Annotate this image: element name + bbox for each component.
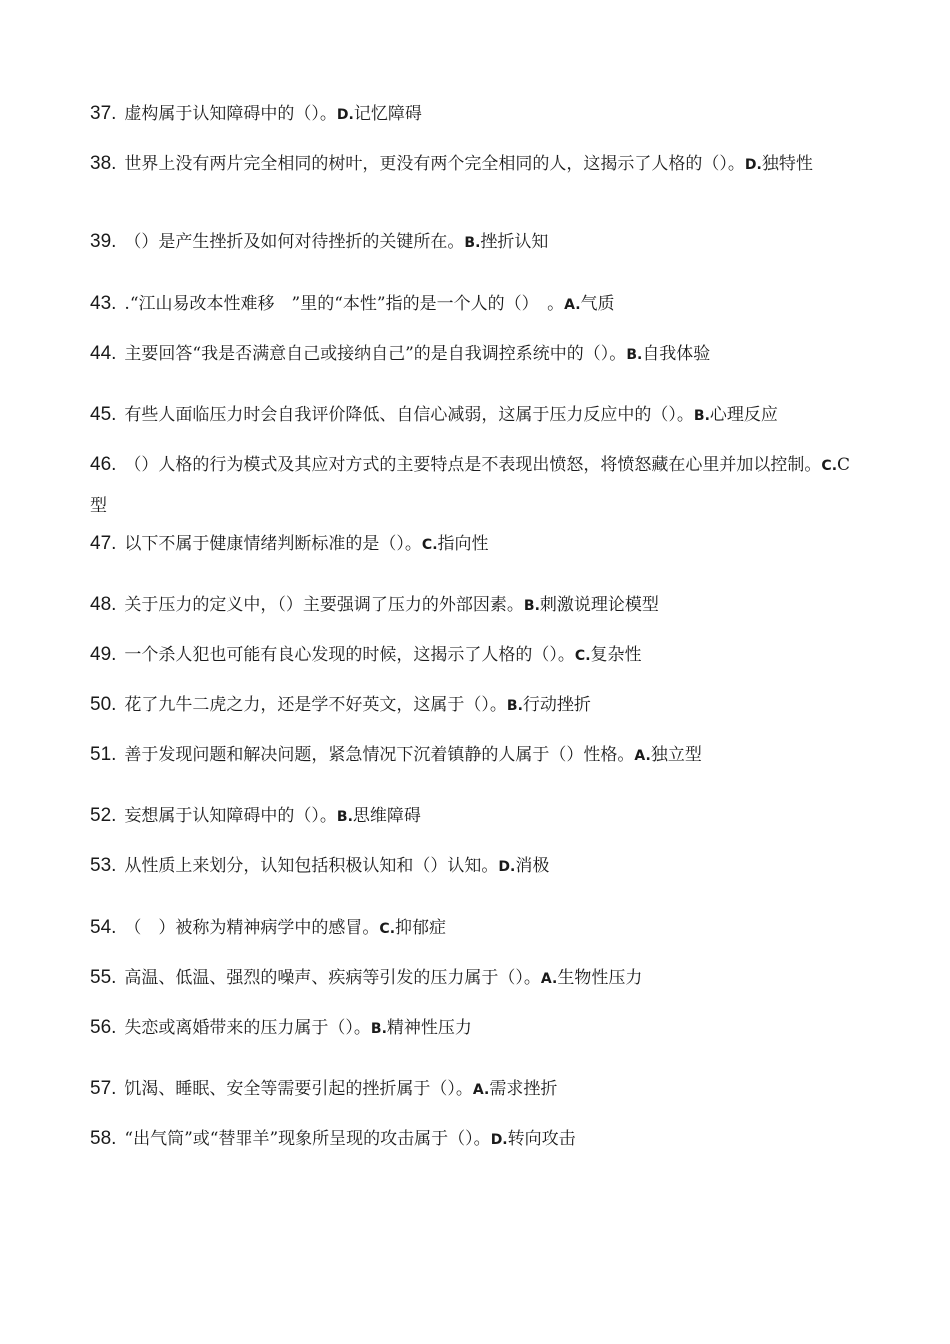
question-number: 50. bbox=[90, 694, 117, 715]
answer-letter: C. bbox=[421, 537, 438, 553]
question-number: 55. bbox=[90, 967, 117, 988]
answer-text: 气质 bbox=[580, 294, 615, 314]
answer-text: 独特性 bbox=[761, 154, 813, 174]
answer-text: 生物性压力 bbox=[557, 968, 643, 988]
question-46 bbox=[90, 445, 870, 526]
answer-letter: A. bbox=[634, 748, 651, 764]
answer-text: 行动挫折 bbox=[522, 695, 591, 715]
answer-text: 精神性压力 bbox=[386, 1018, 472, 1038]
answer-letter: D. bbox=[498, 859, 516, 875]
question-text: （）是产生挫折及如何对待挫折的关键所在。 bbox=[124, 232, 465, 252]
question-50 bbox=[90, 685, 870, 726]
question-56 bbox=[90, 1008, 870, 1049]
answer-letter: C. bbox=[574, 648, 591, 664]
question-text: （）人格的行为模式及其应对方式的主要特点是不表现出愤怒，将愤怒藏在心里并加以控制。 bbox=[124, 455, 822, 475]
question-number: 44. bbox=[90, 343, 117, 364]
answer-letter: B. bbox=[464, 235, 481, 251]
question-38 bbox=[90, 144, 870, 185]
question-number: 47. bbox=[90, 533, 117, 554]
answer-letter: A. bbox=[540, 971, 558, 987]
question-54 bbox=[90, 908, 870, 949]
question-text: 关于压力的定义中，（）主要强调了压力的外部因素。 bbox=[124, 595, 524, 615]
question-text: 从性质上来划分，认知包括积极认知和（）认知。 bbox=[124, 856, 499, 876]
question-text: 世界上没有两片完全相同的树叶，更没有两个完全相同的人，这揭示了人格的（）。 bbox=[124, 154, 745, 174]
answer-letter: D. bbox=[490, 1132, 508, 1148]
question-number: 45. bbox=[90, 404, 117, 425]
question-text: 妄想属于认知障碍中的（）。 bbox=[124, 806, 337, 826]
question-text: .“江山易改本性难移 ”里的“本性”指的是一个人的（） 。 bbox=[124, 294, 565, 314]
answer-letter: A. bbox=[564, 297, 581, 313]
question-number: 39. bbox=[90, 231, 117, 252]
question-39 bbox=[90, 222, 870, 263]
question-45 bbox=[90, 395, 870, 436]
question-48 bbox=[90, 585, 870, 626]
question-text: 失恋或离婚带来的压力属于（）。 bbox=[124, 1018, 371, 1038]
question-number: 53. bbox=[90, 855, 117, 876]
question-57 bbox=[90, 1069, 870, 1110]
question-text: 主要回答“我是否满意自己或接纳自己”的是自我调控系统中的（）。 bbox=[124, 344, 627, 364]
question-text: 善于发现问题和解决问题，紧急情况下沉着镇静的人属于（）性格。 bbox=[124, 745, 635, 765]
answer-letter: C. bbox=[821, 458, 838, 474]
question-53 bbox=[90, 846, 870, 887]
answer-text: 独立型 bbox=[650, 745, 702, 765]
question-47 bbox=[90, 524, 870, 565]
answer-letter: B. bbox=[336, 809, 353, 825]
question-number: 56. bbox=[90, 1017, 117, 1038]
question-text: 虚构属于认知障碍中的（）。 bbox=[124, 104, 337, 124]
answer-letter: A. bbox=[472, 1082, 490, 1098]
question-number: 54. bbox=[90, 917, 117, 938]
question-49 bbox=[90, 635, 870, 676]
answer-text: 消极 bbox=[515, 856, 550, 876]
question-number: 57. bbox=[90, 1078, 117, 1099]
answer-text: 复杂性 bbox=[590, 645, 642, 665]
answer-letter: B. bbox=[370, 1021, 387, 1037]
question-number: 46. bbox=[90, 454, 117, 475]
question-number: 48. bbox=[90, 594, 117, 615]
answer-letter: B. bbox=[626, 347, 643, 363]
answer-letter: D. bbox=[336, 107, 354, 123]
answer-text: 思维障碍 bbox=[352, 806, 421, 826]
question-52 bbox=[90, 796, 870, 837]
answer-text: 自我体验 bbox=[642, 344, 711, 364]
question-text: “出气筒”或“替罪羊”现象所呈现的攻击属于（）。 bbox=[124, 1129, 491, 1149]
answer-text: 刺激说理论模型 bbox=[539, 595, 659, 615]
answer-text: C 型 bbox=[90, 455, 851, 516]
answer-text: 需求挫折 bbox=[489, 1079, 558, 1099]
question-55 bbox=[90, 958, 870, 999]
answer-text: 心理反应 bbox=[709, 405, 778, 425]
question-51 bbox=[90, 735, 870, 776]
answer-letter: B. bbox=[693, 408, 710, 424]
question-text: 饥渴、睡眠、安全等需要引起的挫折属于（）。 bbox=[124, 1079, 473, 1099]
question-44 bbox=[90, 334, 870, 375]
answer-text: 记忆障碍 bbox=[353, 104, 422, 124]
question-text: 以下不属于健康情绪判断标准的是（）。 bbox=[124, 534, 422, 554]
question-43 bbox=[90, 284, 870, 325]
answer-text: 指向性 bbox=[437, 534, 489, 554]
question-37 bbox=[90, 94, 870, 135]
question-text: 高温、低温、强烈的噪声、疾病等引发的压力属于（）。 bbox=[124, 968, 541, 988]
answer-text: 挫折认知 bbox=[480, 232, 549, 252]
question-number: 38. bbox=[90, 153, 117, 174]
question-number: 37. bbox=[90, 103, 117, 124]
question-number: 49. bbox=[90, 644, 117, 665]
question-number: 58. bbox=[90, 1128, 117, 1149]
question-number: 51. bbox=[90, 744, 117, 765]
question-58 bbox=[90, 1119, 870, 1160]
question-text: 有些人面临压力时会自我评价降低、自信心减弱，这属于压力反应中的（）。 bbox=[124, 405, 694, 425]
answer-letter: D. bbox=[744, 157, 762, 173]
answer-letter: B. bbox=[523, 598, 540, 614]
question-number: 43. bbox=[90, 293, 117, 314]
question-text: 花了九牛二虎之力，还是学不好英文，这属于（）。 bbox=[124, 695, 507, 715]
answer-text: 转向攻击 bbox=[507, 1129, 576, 1149]
question-number: 52. bbox=[90, 805, 117, 826]
answer-letter: B. bbox=[506, 698, 523, 714]
question-text: （ ）被称为精神病学中的感冒。 bbox=[124, 918, 380, 938]
answer-letter: C. bbox=[379, 921, 396, 937]
answer-text: 抑郁症 bbox=[395, 918, 447, 938]
question-text: 一个杀人犯也可能有良心发现的时候，这揭示了人格的（）。 bbox=[124, 645, 575, 665]
